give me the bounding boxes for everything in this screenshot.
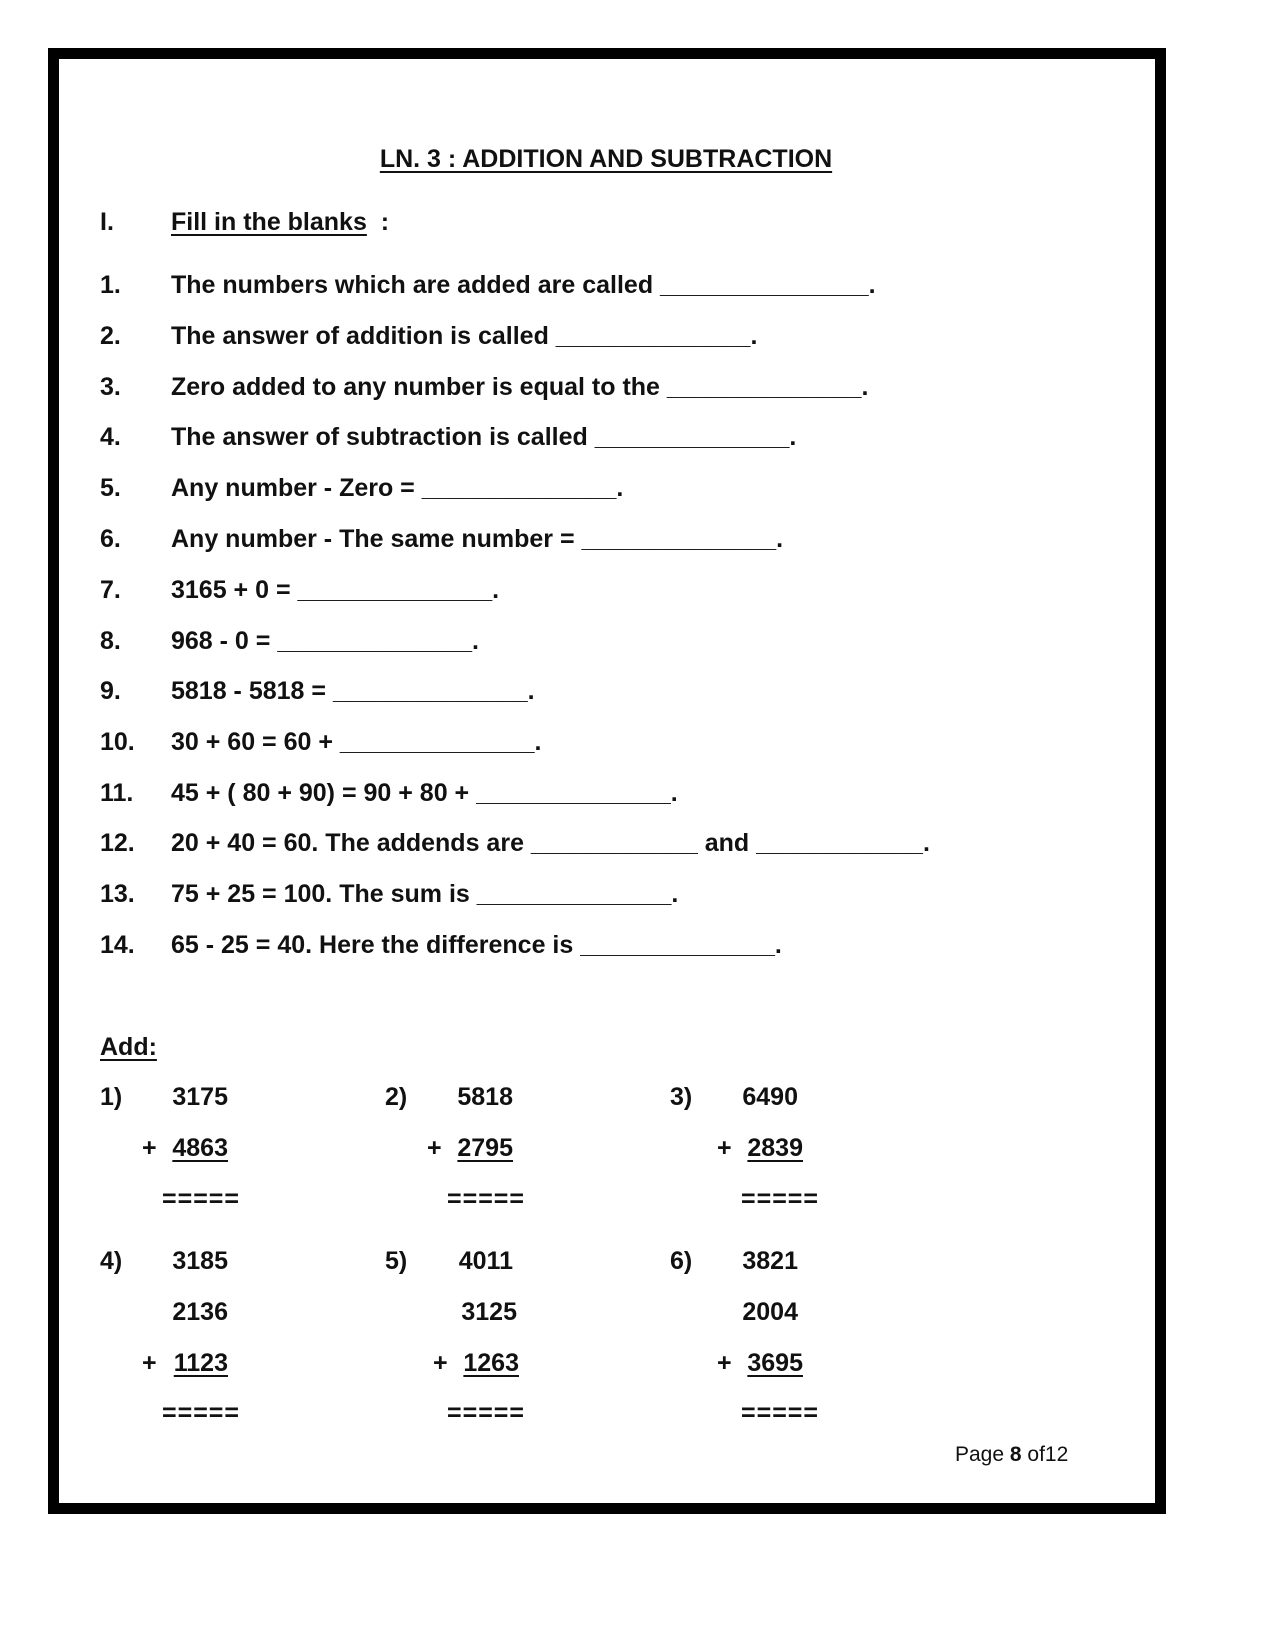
question-number: 5. — [100, 474, 121, 502]
add-problem-addend: 3821 — [742, 1247, 798, 1275]
add-problem-addend: 5818 — [457, 1083, 513, 1111]
page-suffix: of12 — [1021, 1443, 1069, 1466]
add-problem-last-addend: 3695 — [747, 1349, 803, 1377]
question-number: 7. — [100, 576, 121, 604]
question-text: The answer of subtraction is called ______________. — [171, 423, 797, 451]
add-problem-label: 3) — [670, 1083, 693, 1111]
question-number: 1. — [100, 271, 121, 299]
question-text: 968 - 0 = ______________. — [171, 627, 479, 655]
question-text: 75 + 25 = 100. The sum is ______________. — [171, 880, 679, 908]
question-text: 5818 - 5818 = ______________. — [171, 677, 535, 705]
add-problem-addend: 3185 — [172, 1247, 228, 1275]
add-problem-last-addend: 1123 — [173, 1349, 228, 1377]
question-text: The numbers which are added are called _______________. — [171, 271, 876, 299]
add-problem-label: 6) — [670, 1247, 693, 1275]
plus-sign: + — [717, 1349, 732, 1377]
answer-line: ===== — [447, 1185, 525, 1213]
question-number: 6. — [100, 525, 121, 553]
question-number: 4. — [100, 423, 121, 451]
question-number: 8. — [100, 627, 121, 655]
add-problem-addend: 2136 — [172, 1298, 228, 1326]
add-problem-last-addend: 2839 — [747, 1134, 803, 1162]
question-text: 45 + ( 80 + 90) = 90 + 80 + ______________. — [171, 779, 678, 807]
question-number: 10. — [100, 728, 135, 756]
add-problem-addend: 6490 — [742, 1083, 798, 1111]
add-problem-addend: 3125 — [461, 1298, 517, 1326]
page-title: LN. 3 : ADDITION AND SUBTRACTION — [379, 145, 833, 173]
question-number: 12. — [100, 829, 135, 857]
add-problem-label: 4) — [100, 1247, 123, 1275]
plus-sign: + — [717, 1134, 732, 1162]
question-number: 3. — [100, 373, 121, 401]
add-problem-label: 2) — [385, 1083, 408, 1111]
page-prefix: Page — [955, 1443, 1010, 1466]
page-number — [955, 1442, 1068, 1468]
add-problem-addend: 4011 — [458, 1247, 513, 1275]
question-text: 30 + 60 = 60 + ______________. — [171, 728, 542, 756]
add-section-heading: Add: — [100, 1033, 157, 1061]
add-problem-last-addend: 2795 — [457, 1134, 513, 1162]
plus-sign: + — [142, 1134, 157, 1162]
section-numeral: I. — [100, 208, 114, 236]
question-text: 20 + 40 = 60. The addends are ____________ and ____________. — [171, 829, 930, 857]
section-heading-fill-blanks — [171, 207, 389, 237]
question-number: 2. — [100, 322, 121, 350]
question-text: Any number - Zero = ______________. — [171, 474, 624, 502]
answer-line: ===== — [741, 1399, 819, 1427]
question-text: Zero added to any number is equal to the ______________. — [171, 373, 869, 401]
add-problem-addend: 2004 — [742, 1298, 798, 1326]
add-problem-last-addend: 1263 — [463, 1349, 519, 1377]
fill-blanks-heading: Fill in the blanks — [171, 208, 367, 236]
add-problem-last-addend: 4863 — [172, 1134, 228, 1162]
add-problem-label: 1) — [100, 1083, 123, 1111]
question-number: 14. — [100, 931, 135, 959]
question-number: 11. — [100, 779, 134, 807]
question-text: The answer of addition is called ______________. — [171, 322, 758, 350]
page-current: 8 — [1009, 1443, 1022, 1466]
question-text: Any number - The same number = ______________. — [171, 525, 784, 553]
plus-sign: + — [142, 1349, 157, 1377]
plus-sign: + — [433, 1349, 448, 1377]
answer-line: ===== — [162, 1185, 240, 1213]
heading-colon: : — [380, 208, 390, 236]
plus-sign: + — [427, 1134, 442, 1162]
add-problem-addend: 3175 — [172, 1083, 228, 1111]
answer-line: ===== — [741, 1185, 819, 1213]
question-number: 13. — [100, 880, 135, 908]
question-text: 3165 + 0 = ______________. — [171, 576, 500, 604]
answer-line: ===== — [162, 1399, 240, 1427]
add-problem-label: 5) — [385, 1247, 408, 1275]
question-text: 65 - 25 = 40. Here the difference is ______________. — [171, 931, 782, 959]
question-number: 9. — [100, 677, 121, 705]
answer-line: ===== — [447, 1399, 525, 1427]
